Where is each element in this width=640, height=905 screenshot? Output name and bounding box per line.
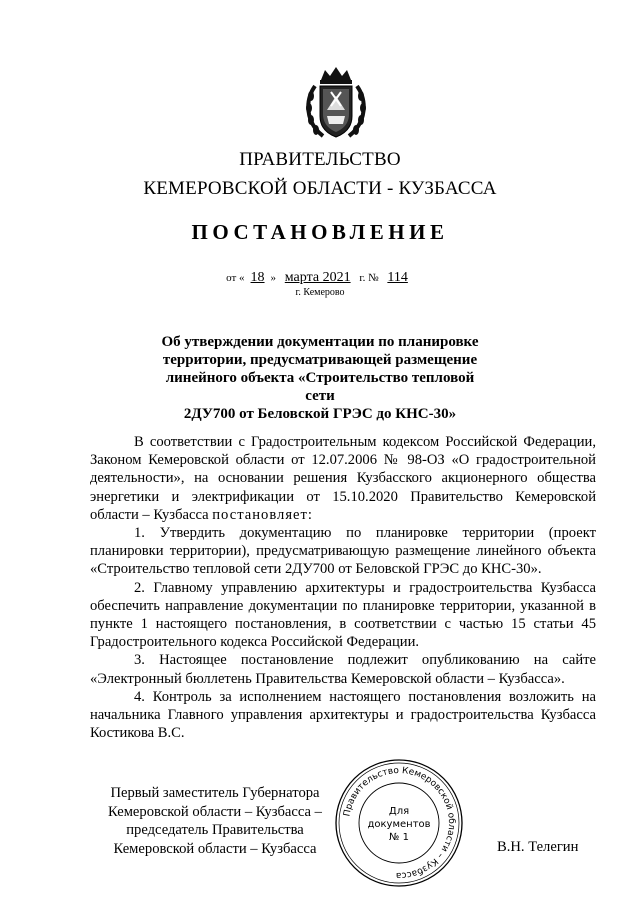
date-day: 18 — [250, 270, 265, 285]
subject-line: 2ДУ700 от Беловской ГРЭС до КНС-30» — [183, 406, 457, 422]
intro-action: постановляет: — [212, 506, 313, 523]
stamp-center-line2: документов — [367, 819, 431, 830]
city-label: г. Кемерово — [295, 287, 345, 298]
date-month-year: марта 2021 — [284, 270, 351, 285]
document-subject — [150, 333, 490, 423]
body-intro — [90, 433, 596, 524]
document-body — [90, 433, 596, 742]
government-name-line1: ПРАВИТЕЛЬСТВО — [239, 149, 401, 170]
date-day-suffix: » — [270, 272, 277, 284]
body-item-2: 2. Главному управлению архитектуры и градостроительства Кузбасса обеспечить направление документации по планировке территории, указанной в пункте 1 настоящего постановления, в соответствии с частью 15 статьи 45 Градостроительного кодекса Российской Федерации. — [90, 579, 596, 651]
government-name-line2: КЕМЕРОВСКОЙ ОБЛАСТИ - КУЗБАССА — [143, 178, 497, 199]
number-label: № — [368, 272, 379, 284]
stamp-center-line3: № 1 — [389, 832, 409, 843]
coat-of-arms-icon — [303, 66, 369, 142]
body-item-4: 4. Контроль за исполнением настоящего постановления возложить на начальника Главного управления архитектуры и градостроительства Кузбасса Костикова В.С. — [90, 688, 596, 742]
signatory-line: председатель Правительства — [126, 822, 304, 838]
subject-line: Об утверждении документации по планировке — [161, 334, 479, 350]
date-prefix: от « — [226, 272, 245, 284]
stamp-graphic — [333, 757, 465, 889]
signatory-line: Кемеровской области – Кузбасса — [113, 840, 317, 857]
document-type-title: ПОСТАНОВЛЕНИЕ — [191, 220, 449, 244]
date-year-suffix: г. — [359, 272, 366, 284]
official-stamp — [333, 757, 465, 889]
stamp-ring-text: Правительство Кемеровской области – Кузбасса — [342, 765, 457, 881]
intro-text: В соответствии с Градостроительным кодексом Российской Федерации, Законом Кемеровской области от 12.07.2006 № 98-ОЗ «О градостроительной деятельности», на основании решения Кузбасского акционерного общества энергетики и электрификации от 15.10.2020 Правительство Кемеровской области – Кузбасса — [90, 434, 596, 523]
subject-line: территории, предусматривающей размещение — [162, 352, 478, 368]
signatory-line: Первый заместитель Губернатора — [110, 785, 320, 801]
stamp-center-line1: Для — [388, 806, 410, 817]
body-item-3: 3. Настоящее постановление подлежит опубликованию на сайте «Электронный бюллетень Правительства Кемеровской области – Кузбасса». — [90, 652, 596, 687]
signatory-title — [90, 784, 340, 858]
signatory-line: Кемеровской области – Кузбасса – — [108, 803, 322, 820]
signatory-name: В.Н. Телегин — [497, 839, 579, 855]
date-number-line — [0, 270, 640, 286]
body-item-1: 1. Утвердить документацию по планировке территории (проект планировки территории), предусматривающую размещение линейного объекта «Строительство тепловой сети 2ДУ700 от Беловской ГРЭС до КНС-30». — [90, 525, 596, 578]
document-number: 114 — [387, 270, 408, 285]
subject-line: линейного объекта «Строительство тепловой сети — [165, 370, 475, 404]
